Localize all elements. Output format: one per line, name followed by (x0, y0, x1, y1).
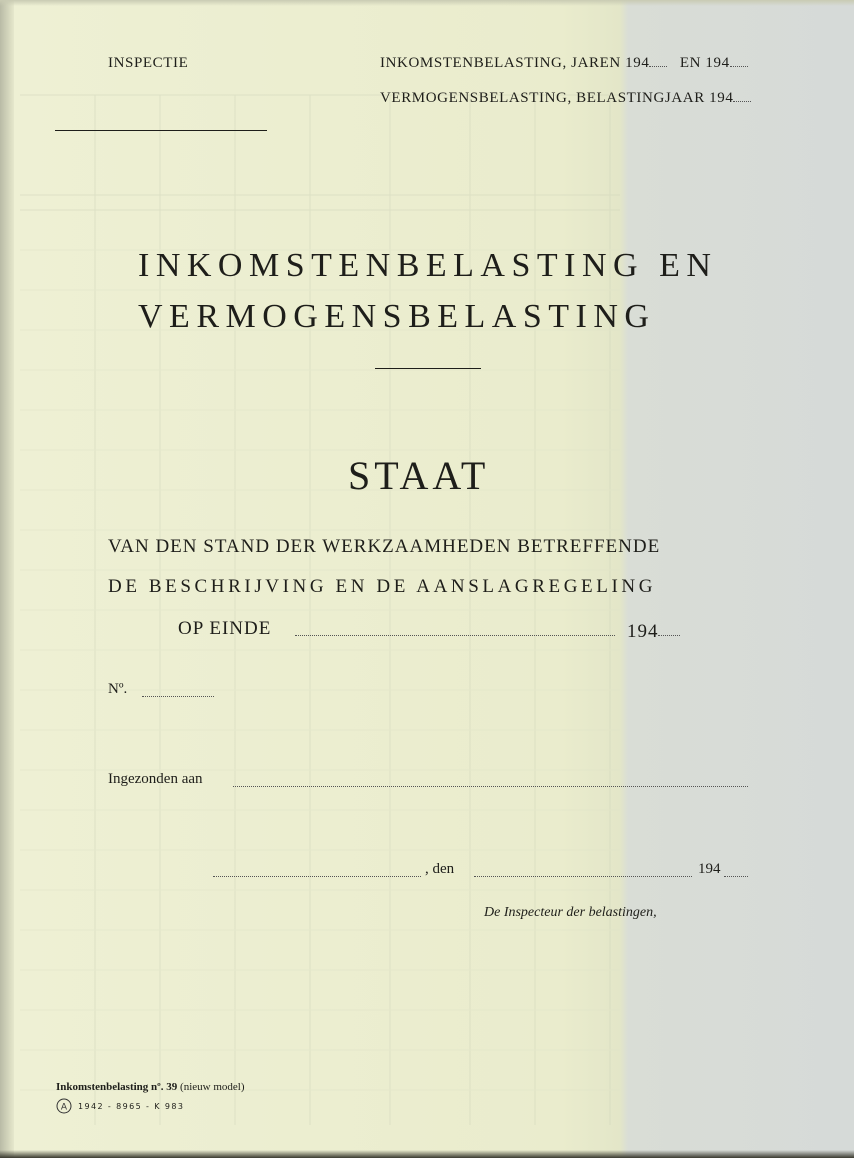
year-blank-1 (649, 65, 667, 67)
form-model: (nieuw model) (180, 1081, 245, 1093)
subtitle-line-2: DE BESCHRIJVING EN DE AANSLAGREGELING (108, 576, 657, 597)
scan-edge-bottom (0, 1150, 854, 1158)
header-line-1-mid: EN 194 (679, 55, 730, 71)
inspectie-label: INSPECTIE (108, 55, 189, 71)
header-line-1-text: INKOMSTENBELASTING, JAREN 194 (380, 55, 650, 71)
number-field[interactable] (142, 696, 214, 697)
signature-label: De Inspecteur der belastingen, (484, 905, 657, 920)
year-blank-3 (733, 100, 751, 102)
header-line-1 (380, 55, 748, 72)
printer-logo-icon (56, 1098, 72, 1114)
date-field[interactable] (474, 876, 692, 877)
header-line-2-text: VERMOGENSBELASTING, BELASTINGJAAR 194 (380, 90, 734, 106)
title-divider (375, 368, 481, 369)
inspectie-rule (55, 130, 267, 131)
print-line (56, 1098, 184, 1114)
form-number: nº. 39 (151, 1081, 178, 1093)
form-id (56, 1081, 245, 1093)
form-name: Inkomstenbelasting (56, 1081, 149, 1093)
sent-to-label: Ingezonden aan (108, 771, 203, 787)
scan-edge-left (0, 0, 14, 1158)
end-date-blank[interactable] (295, 635, 615, 636)
number-label: Nº. (108, 681, 128, 697)
date-year-field[interactable] (724, 876, 748, 877)
date-den-label: , den (425, 861, 455, 877)
sent-to-field[interactable] (233, 786, 748, 787)
show-through-grid (20, 85, 620, 1135)
place-field[interactable] (213, 876, 421, 877)
title-line-1: INKOMSTENBELASTING EN (138, 247, 718, 284)
subtitle-line-3-year: 194 (627, 621, 659, 642)
print-code: 1942 - 8965 - K 983 (78, 1101, 185, 1111)
subtitle-line-1: VAN DEN STAND DER WERKZAAMHEDEN BETREFFENDE (108, 536, 661, 557)
subtitle-line-3-label: OP EINDE (178, 618, 272, 639)
date-year-label: 194 (698, 861, 721, 877)
title-line-2: VERMOGENSBELASTING (138, 298, 656, 335)
scan-edge-top (0, 0, 854, 6)
header-line-2 (380, 90, 751, 107)
svg-text:A: A (60, 1102, 68, 1113)
staat-heading: STAAT (348, 453, 490, 498)
year-blank-2 (730, 65, 748, 67)
end-year-blank[interactable] (658, 635, 680, 636)
